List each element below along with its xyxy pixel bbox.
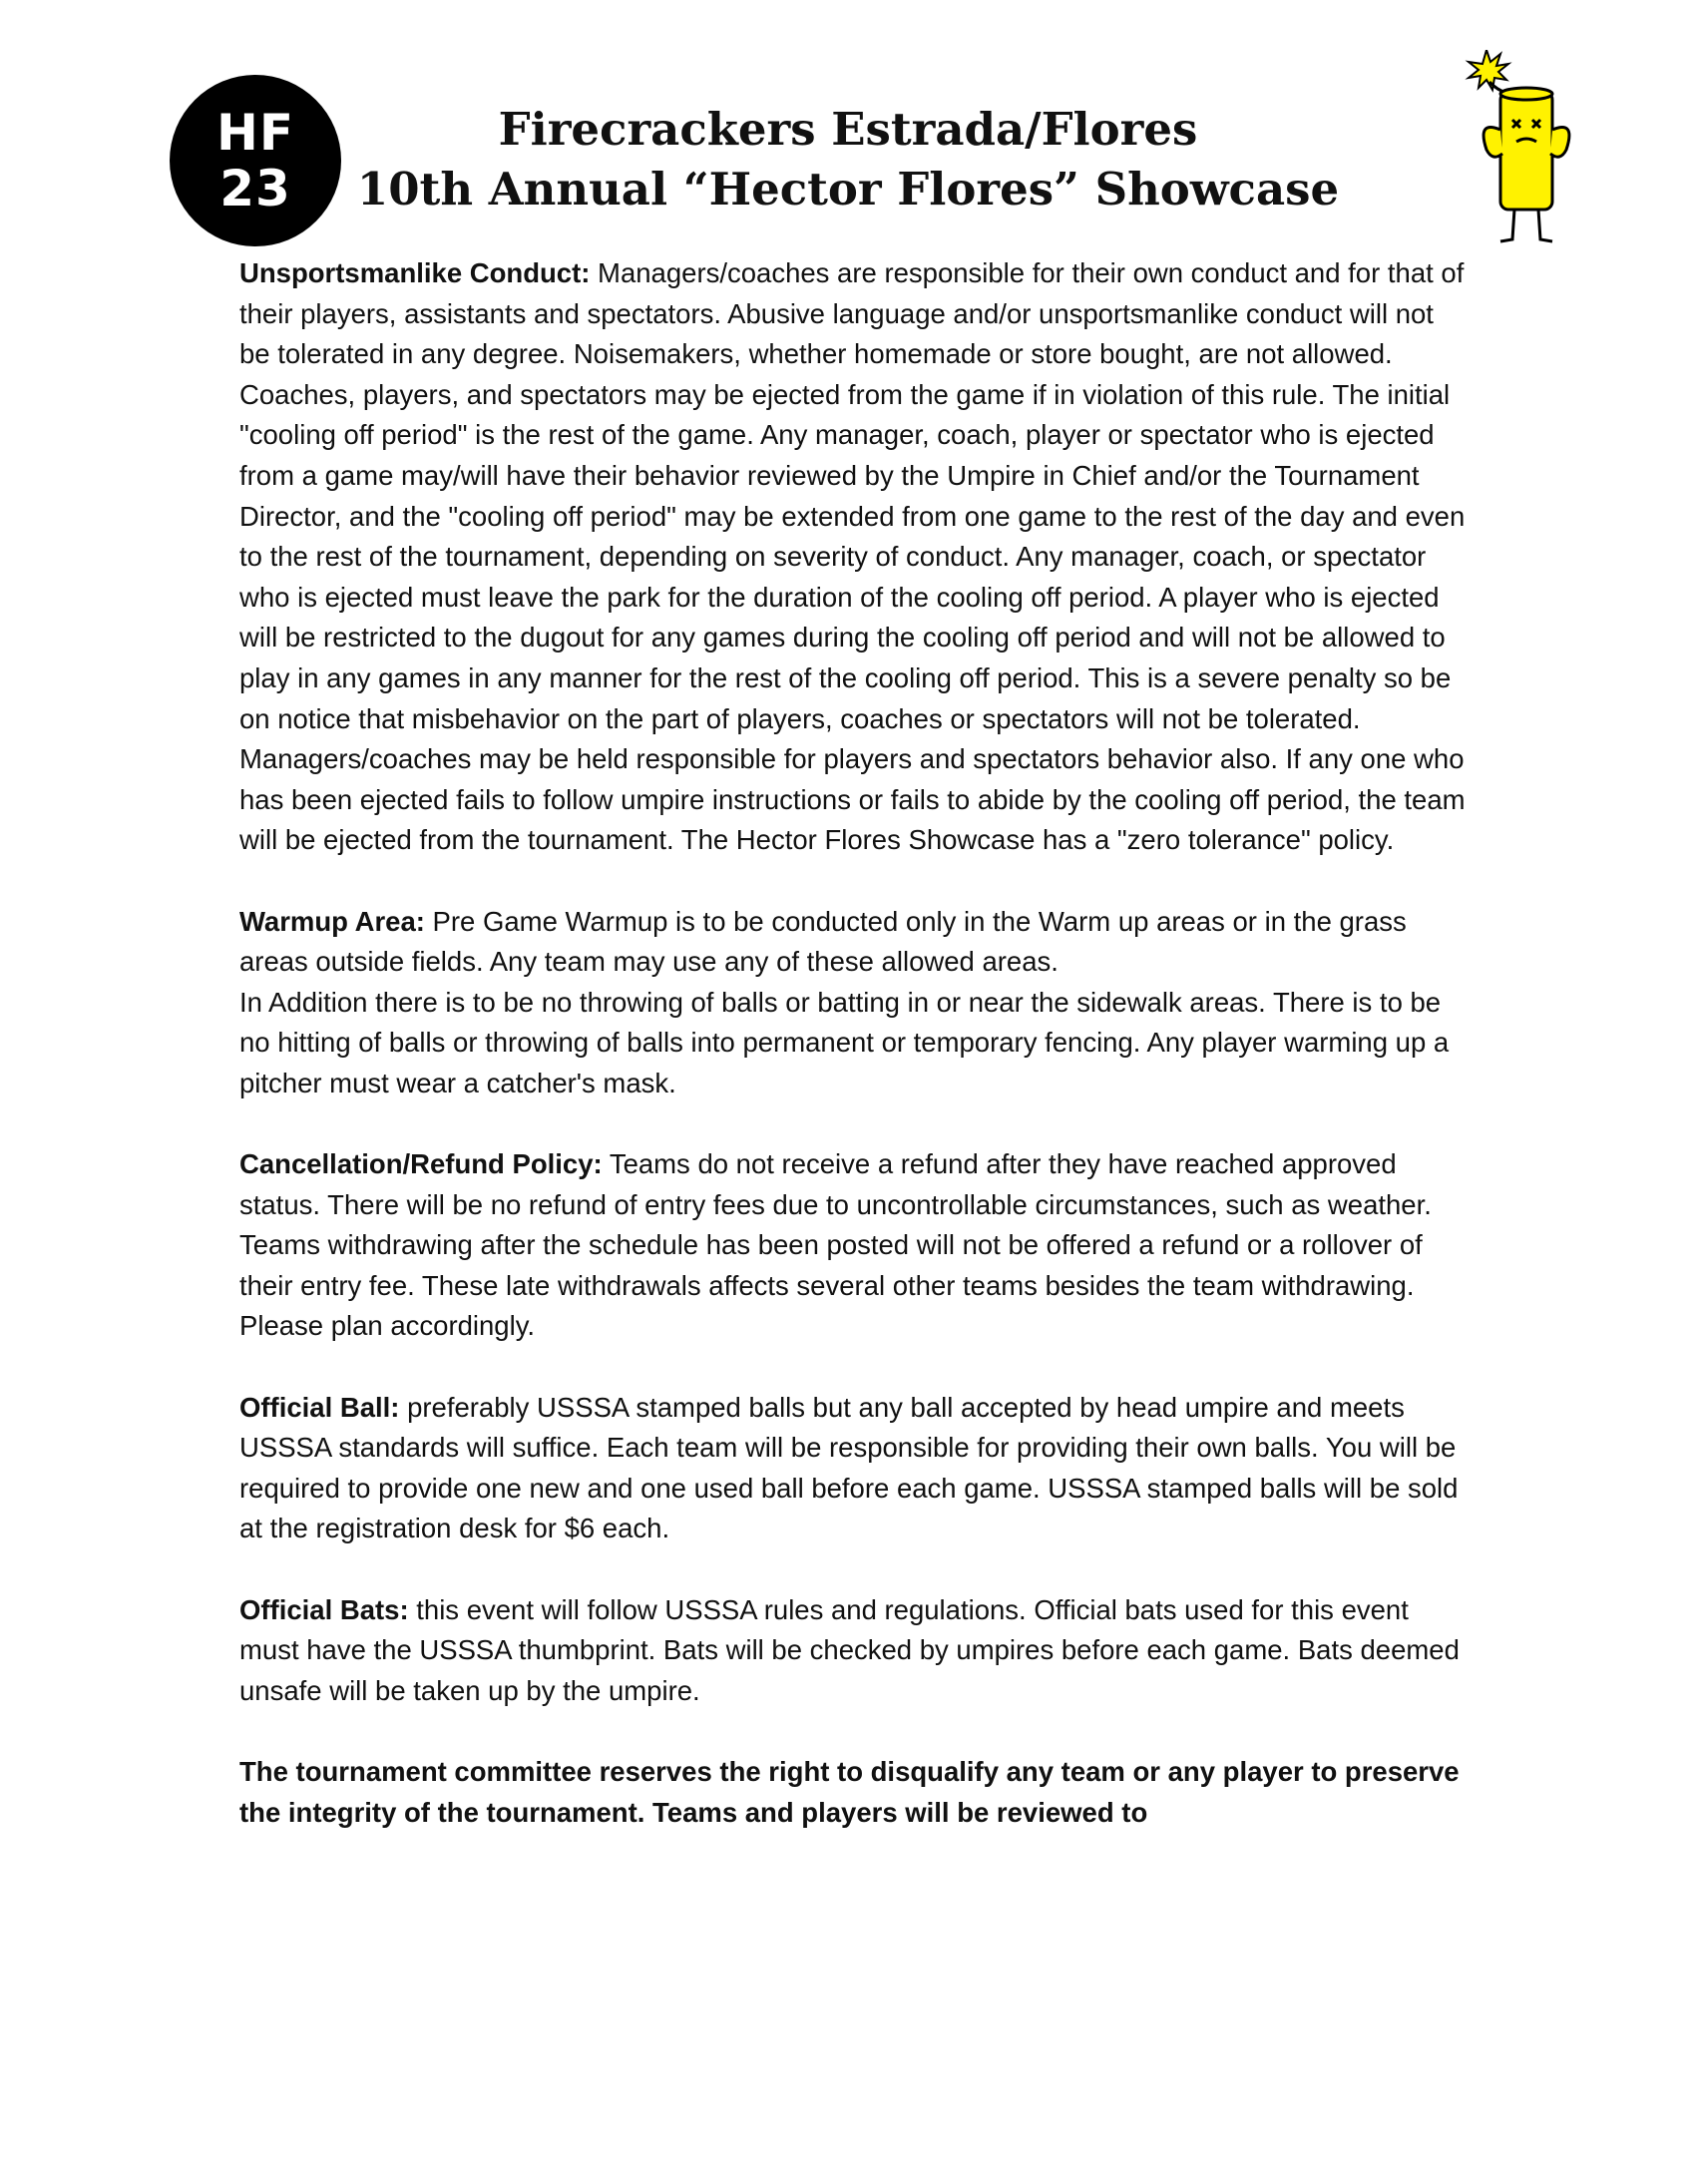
closing-statement: The tournament committee reserves the right to disqualify any team or any player to preserve the integrity of the tournament. Teams and players will be reviewed to [239,1755,1460,1828]
title-line-1: Firecrackers Estrada/Flores [498,103,1198,156]
section-unsportsmanlike-conduct [239,253,1467,861]
spark-icon [1469,50,1508,90]
section-label: Unsportsmanlike Conduct: [239,257,591,288]
section-label: Cancellation/Refund Policy: [239,1148,603,1180]
section-official-bats [239,1590,1467,1712]
section-warmup-area [239,902,1467,1104]
mascot-body [1500,92,1552,210]
section-label: Warmup Area: [239,905,425,937]
section-text: Teams do not receive a refund after they have reached approved status. There will be no refund of entry fees due to uncontrollable circumstances, such as weather. Teams withdrawing after the schedule has been posted will not be offered a refund or a rollover of their entry fee. These late withdrawals affects several other teams besides the team withdrawing. Please plan accordingly. [239,1148,1432,1342]
section-label: Official Bats: [239,1593,409,1625]
firecracker-mascot-icon [1457,50,1586,249]
title-line-2: 10th Annual “Hector Flores” Showcase [356,163,1340,216]
section-text: Managers/coaches are responsible for their own conduct and for that of their players, assistants and spectators. Abusive language and/or unsportsmanlike conduct will not be tolerated in any degree. Noisemakers, whether homemade or store bought, are not allowed. Coaches, players, and spectators may be ejected from the game if in violation of this rule. The initial "cooling off period" is the rest of the game. Any manager, coach, player or spectator who is ejected from a game may/will have their behavior reviewed by the Umpire in Chief and/or the Tournament Director, and the "cooling off period" may be extended from one game to the rest of the day and even to the rest of the tournament, depending on severity of conduct. Any manager, coach, or spectator who is ejected must leave the park for the duration of the cooling off period. A player who is ejected will be restricted to the dugout for any games during the cooling off period and will not be allowed to play in any games in any manner for the rest of the cooling off period. This is a severe penalty so be on notice that misbehavior on the part of players, coaches or spectators will not be tolerated. Managers/coaches may be held responsible for players and spectators behavior also. If any one who has been ejected fails to follow umpire instructions or fails to abide by the cooling off period, the team will be ejected from the tournament. The Hector Flores Showcase has a "zero tolerance" policy. [239,257,1466,856]
logo-text-hf: HF [215,104,294,162]
page-title [339,100,1357,219]
section-cancellation-refund-policy [239,1144,1467,1347]
section-official-ball [239,1388,1467,1549]
section-label: Official Ball: [239,1391,400,1423]
section-text: Pre Game Warmup is to be conducted only in the Warm up areas or in the grass areas outside fields. Any team may use any of these allowed areas. [239,905,1407,978]
section-text: preferably USSSA stamped balls but any ball accepted by head umpire and meets USSSA standards will suffice. Each team will be responsible for providing their own balls. You will be required to provide one new and one used ball before each game. USSSA stamped balls will be sold at the registration desk for $6 each. [239,1391,1459,1544]
rules-content [239,253,1467,1874]
section-text: this event will follow USSSA rules and regulations. Official bats used for this event must have the USSSA thumbprint. Bats will be checked by umpires before each game. Bats deemed unsafe will be taken up by the umpire. [239,1593,1460,1706]
section-text-continued: In Addition there is to be no throwing of balls or batting in or near the sidewalk areas. There is to be no hitting of balls or throwing of balls into permanent or temporary fencing. Any player warming up a pitcher must wear a catcher's mask. [239,986,1450,1098]
hf23-logo [170,75,341,246]
logo-text-23: 23 [219,160,291,218]
